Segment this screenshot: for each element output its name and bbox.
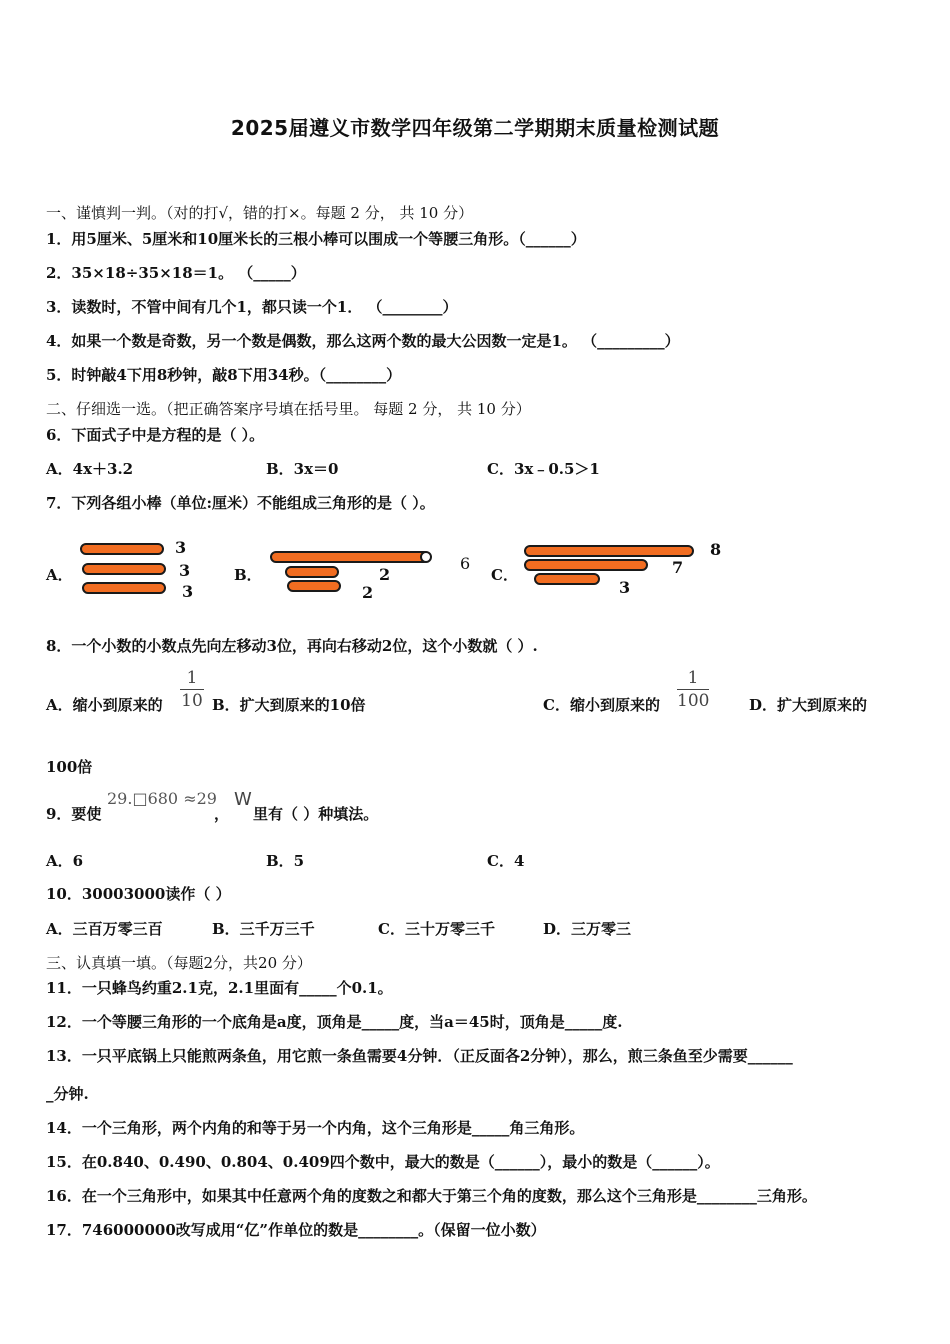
question-9-prefix: 9．要使 <box>46 805 102 823</box>
fraction-one-hundredth <box>677 668 709 711</box>
stick-end-cap <box>420 551 432 563</box>
q6-option-b: B．3x＝0 <box>266 460 339 478</box>
stick <box>82 582 166 594</box>
question-9-suffix: 里有（ ）种填法。 <box>253 805 379 823</box>
q8-option-d: D．扩大到原来的 <box>749 696 868 714</box>
question-12: 12．一个等腰三角形的一个底角是a度，顶角是_____度，当a＝45时，顶角是_____度. <box>46 1013 623 1031</box>
question-11: 11．一只蜂鸟约重2.1克，2.1里面有_____个0.1。 <box>46 979 393 997</box>
stick <box>287 580 341 592</box>
stick-length: 3 <box>619 578 631 597</box>
q9-comma: ， <box>214 805 230 823</box>
q10-option-d: D．三万零三 <box>543 920 632 938</box>
fraction-bar <box>677 689 709 690</box>
stick <box>285 566 339 578</box>
question-2: 2．35×18÷35×18＝1。 （_____） <box>46 264 306 282</box>
section-1-heading: 一、谨慎判一判。（对的打√，错的打×。每题 2 分， 共 10 分） <box>46 204 474 222</box>
q8-option-d-continued: 100倍 <box>46 758 93 776</box>
stick-group-a <box>80 540 200 600</box>
q9-option-a: A．6 <box>46 852 84 870</box>
fraction-numerator: 1 <box>186 668 198 688</box>
fraction-numerator: 1 <box>687 668 699 688</box>
question-3: 3．读数时，不管中间有几个1，都只读一个1． （________） <box>46 298 458 316</box>
fraction-denominator: 100 <box>677 691 710 711</box>
fraction-one-tenth <box>180 668 204 711</box>
section-2-heading: 二、仔细选一选。（把正确答案序号填在括号里。 每题 2 分， 共 10 分） <box>46 400 531 418</box>
question-13-continued: _分钟. <box>46 1085 89 1103</box>
question-8: 8．一个小数的小数点先向左移动3位，再向右移动2位，这个小数就（ ）. <box>46 637 538 655</box>
question-1: 1．用5厘米、5厘米和10厘米长的三根小棒可以围成一个等腰三角形。（______） <box>46 230 586 248</box>
stick-group-c <box>524 540 734 600</box>
q8-option-a: A．缩小到原来的 <box>46 696 163 714</box>
question-13: 13．一只平底锅上只能煎两条鱼，用它煎一条鱼需要4分钟．（正反面各2分钟），那么，煎三条鱼至少需要______ <box>46 1047 793 1065</box>
stick <box>80 543 164 555</box>
question-6: 6．下面式子中是方程的是（ ）。 <box>46 426 265 444</box>
question-10: 10．30003000读作（ ） <box>46 885 231 903</box>
stick-length: 2 <box>379 565 391 584</box>
q8-option-c: C．缩小到原来的 <box>543 696 660 714</box>
q9-option-b: B．5 <box>266 852 305 870</box>
section-3-heading: 三、认真填一填。（每题2分，共20 分） <box>46 954 312 972</box>
stick-length: 3 <box>175 538 187 557</box>
stick-length: 3 <box>179 561 191 580</box>
question-5: 5．时钟敲4下用8秒钟，敲8下用34秒。（________） <box>46 366 402 384</box>
q6-option-c: C．3x﹣0.5＞1 <box>487 460 600 478</box>
stick-group-b <box>270 548 480 603</box>
q7-label-a: A． <box>46 566 73 584</box>
q9-formula: 29.□680 ≈29 <box>107 789 217 808</box>
q9-option-c: C．4 <box>487 852 525 870</box>
stick <box>524 559 648 571</box>
stick-length: 3 <box>182 582 194 601</box>
page-title: 2025届遵义市数学四年级第二学期期末质量检测试题 <box>230 116 720 140</box>
question-17: 17．746000000改写成用“亿”作单位的数是________。（保留一位小数） <box>46 1221 546 1239</box>
q7-label-c: C． <box>491 566 518 584</box>
stick <box>524 545 694 557</box>
fraction-denominator: 10 <box>181 691 203 711</box>
stick <box>534 573 600 585</box>
q8-option-b: B．扩大到原来的10倍 <box>212 696 366 714</box>
q7-label-b: B． <box>234 566 262 584</box>
q10-option-b: B．三千万三千 <box>212 920 315 938</box>
q9-glyph: W <box>234 789 252 810</box>
question-16: 16．在一个三角形中，如果其中任意两个角的度数之和都大于第三个角的度数，那么这个三角形是________三角形。 <box>46 1187 817 1205</box>
q6-option-a: A．4x＋3.2 <box>46 460 134 478</box>
stick-length: 8 <box>710 540 722 559</box>
question-7: 7．下列各组小棒（单位:厘米）不能组成三角形的是（ ）。 <box>46 494 435 512</box>
stick-length: 2 <box>362 583 374 602</box>
question-4: 4．如果一个数是奇数，另一个数是偶数，那么这两个数的最大公因数一定是1。 （_________） <box>46 332 680 350</box>
stick <box>82 563 166 575</box>
fraction-bar <box>180 689 204 690</box>
stick-length: 7 <box>672 558 684 577</box>
q10-option-c: C．三十万零三千 <box>378 920 495 938</box>
q10-option-a: A．三百万零三百 <box>46 920 163 938</box>
question-15: 15．在0.840、0.490、0.804、0.409四个数中，最大的数是（______），最小的数是（______）。 <box>46 1153 720 1171</box>
stick-length: 6 <box>460 554 471 573</box>
stick <box>270 551 430 563</box>
question-14: 14．一个三角形，两个内角的和等于另一个内角，这个三角形是_____角三角形。 <box>46 1119 585 1137</box>
